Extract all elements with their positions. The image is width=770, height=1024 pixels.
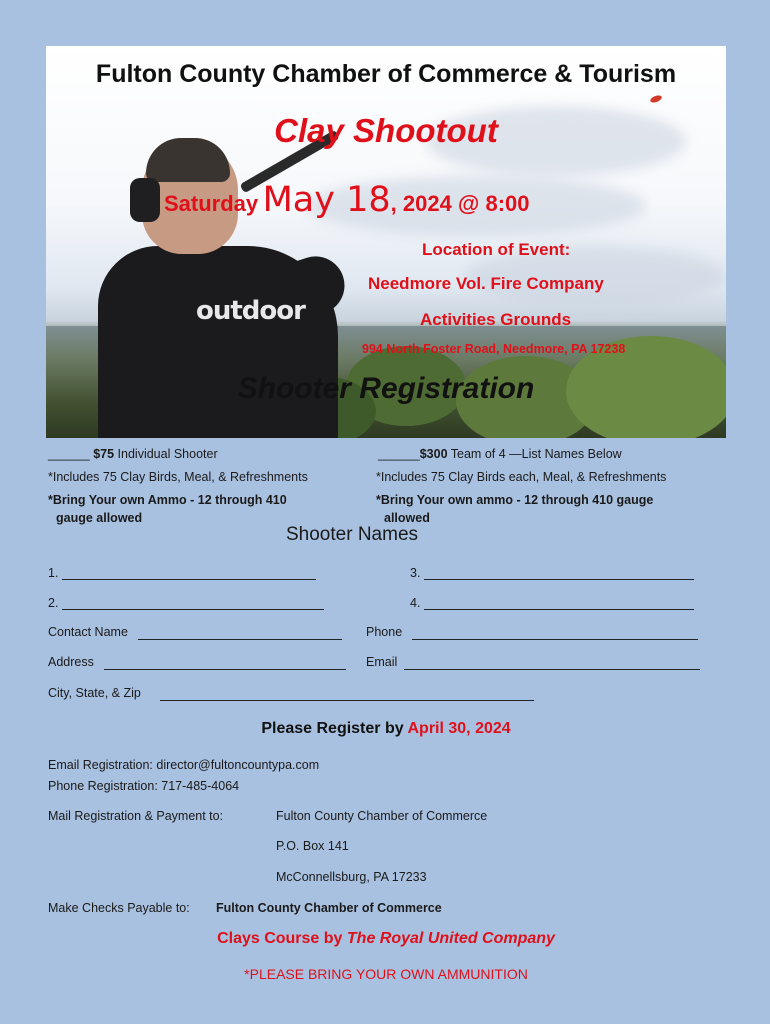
checks-payee: Fulton County Chamber of Commerce [216,901,442,915]
email-field[interactable] [404,669,700,670]
shooter-4-field[interactable] [424,609,694,610]
email-registration: Email Registration: director@fultoncountypa.com [48,758,320,772]
shooter-names-title: Shooter Names [286,524,419,545]
individual-price: $75 [93,447,115,461]
mail-address-line1: Fulton County Chamber of Commerce [276,809,488,823]
mail-address-line3: McConnellsburg, PA 17233 [276,870,427,884]
city-state-zip-field[interactable] [160,700,534,701]
team-price: $300 [419,447,448,461]
course-company: The Royal United Company [346,930,555,947]
team-includes: *Includes 75 Clay Birds each, Meal, & Refreshments [376,470,667,484]
register-by-date: April 30, 2024 [407,720,511,737]
individual-option[interactable] [48,447,218,461]
shooter-3-label: 3. [410,566,421,580]
city-state-zip-label: City, State, & Zip [48,686,141,700]
address-label: Address [48,655,94,669]
course-prefix: Clays Course by [217,930,343,947]
shooter-2-field[interactable] [62,609,324,610]
contact-name-label: Contact Name [48,625,128,639]
venue-name: Needmore Vol. Fire Company [368,274,604,293]
individual-includes: *Includes 75 Clay Birds, Meal, & Refreshments [48,470,308,484]
phone-label: Phone [366,625,403,639]
phone-registration: Phone Registration: 717-485-4064 [48,779,240,793]
shooter-2-label: 2. [48,596,59,610]
register-by [46,720,726,738]
clay-target-icon [649,94,662,104]
event-month-day: May 18 [262,180,391,220]
email-label: Email [366,655,398,669]
shirt-logo: outdoor [196,296,305,326]
contact-name-field[interactable] [138,639,342,640]
individual-blank[interactable]: ______ [48,447,90,461]
register-by-prefix: Please Register by [261,720,404,737]
mail-address-line2: P.O. Box 141 [276,839,349,853]
team-label: Team of 4 —List Names Below [450,447,622,461]
individual-ammo: *Bring Your own Ammo - 12 through 410 [48,493,287,507]
shooter-1-label: 1. [48,566,59,580]
shooter-4-label: 4. [410,596,421,610]
venue-grounds: Activities Grounds [420,310,572,329]
team-ammo-2: allowed [384,511,430,525]
phone-field[interactable] [412,639,698,640]
individual-ammo-2: gauge allowed [56,511,143,525]
team-ammo: *Bring Your own ammo - 12 through 410 gauge [376,493,654,507]
registration-title: Shooter Registration [237,372,535,405]
address-field[interactable] [104,669,346,670]
team-blank[interactable]: ______ [378,447,420,461]
event-year-time: , 2024 @ 8:00 [390,191,530,216]
shooter-1-field[interactable] [62,579,316,580]
individual-label: Individual Shooter [117,447,218,461]
shooter-3-field[interactable] [424,579,694,580]
bring-ammo-notice: *PLEASE BRING YOUR OWN AMMUNITION [244,966,528,982]
team-option[interactable] [378,447,622,461]
venue-address: 994 North Foster Road, Needmore, PA 17238 [362,342,626,356]
checks-payable-label: Make Checks Payable to: [48,901,190,915]
org-title: Fulton County Chamber of Commerce & Tourism [95,60,677,88]
location-label: Location of Event: [422,240,571,259]
mail-registration-label: Mail Registration & Payment to: [48,809,224,823]
clays-course [46,930,726,948]
event-date [164,180,530,220]
event-title: Clay Shootout [274,112,498,149]
event-day: Saturday [164,191,259,216]
